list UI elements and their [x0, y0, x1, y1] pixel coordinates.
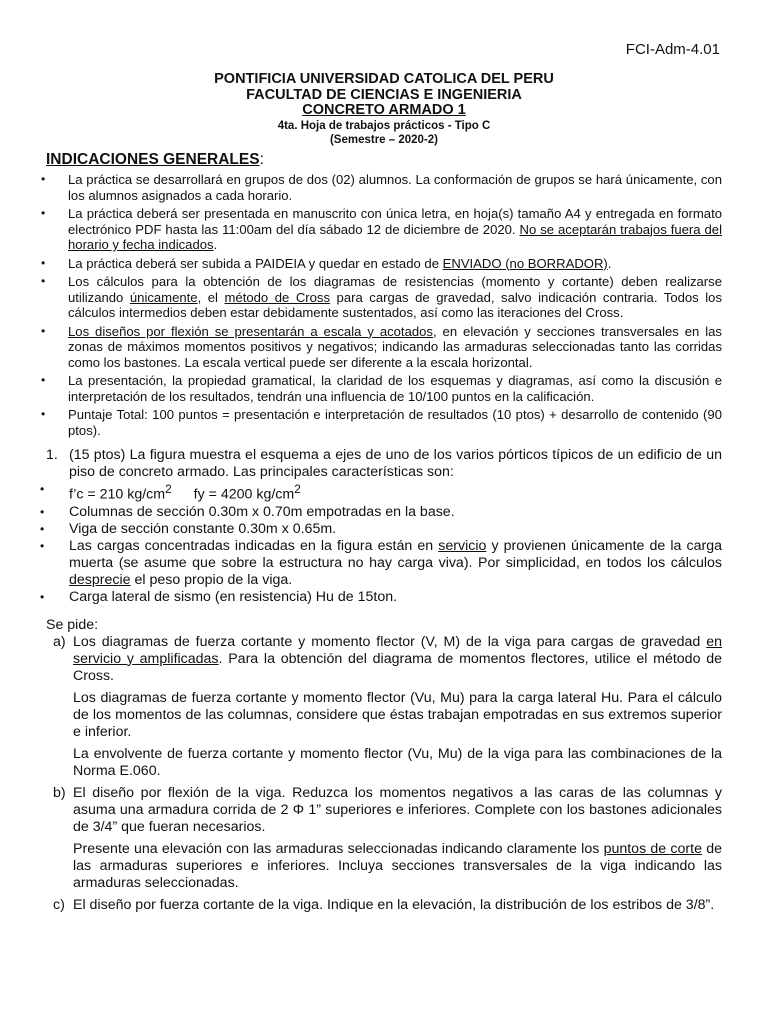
sheet-title: 4ta. Hoja de trabajos prácticos - Tipo C: [277, 119, 491, 132]
list-item: [40, 538, 722, 589]
list-item: [40, 373, 722, 404]
course-name: CONCRETO ARMADO 1: [302, 102, 466, 118]
specs-list: [40, 481, 722, 606]
item-text: Los diagramas de fuerza cortante y momento flector (V, M) de la viga para cargas de gravedad: [73, 633, 707, 650]
general-indications-label: INDICACIONES GENERALES: [46, 151, 260, 168]
list-item: [46, 634, 722, 780]
question-1: [46, 447, 722, 919]
item-text: Presente una elevación con las armaduras seleccionadas indicando claramente los: [73, 840, 604, 857]
document-code: FCI-Adm-4.01: [625, 41, 720, 58]
bullet-underlined-text: ENVIADO (no BORRADOR): [442, 255, 608, 271]
university-name: PONTIFICIA UNIVERSIDAD CATOLICA DEL PERU: [214, 71, 554, 87]
item-paragraph: [73, 841, 722, 892]
fc-exponent: 2: [165, 482, 172, 496]
list-item: [40, 521, 722, 538]
document-header: [0, 72, 768, 147]
item-underlined-text: puntos de corte: [603, 840, 702, 857]
faculty-name: FACULTAD DE CIENCIAS E INGENIERIA: [246, 86, 522, 103]
bullet-text-end: .: [213, 237, 218, 252]
bullet-text: , el: [197, 289, 225, 305]
spec-text: Las cargas concentradas indicadas en la figura están en: [69, 537, 439, 554]
bullet-text: La presentación, la propiedad gramatical, la claridad de los esquemas y diagramas, así como la discusión e interpretación de los resultados, tendrán una influencia de 10/100 puntos en la calificación.: [68, 373, 722, 404]
item-paragraph: El diseño por fuerza cortante de la viga. Indique en la elevación, la distribución de los estribos de 3/8”.: [73, 896, 715, 913]
item-text: . Para la obtención del diagrama de momentos flectores, utilice el método de Cross.: [73, 650, 722, 684]
list-item: [40, 589, 722, 606]
spec-text: el peso propio de la viga.: [130, 571, 293, 588]
concrete-strength: f’c = 210 kg/cm: [69, 486, 166, 503]
bullet-text: Los cálculos para la obtención de los diagramas de resistencias (momento y cortante) deben realizarse utilizando: [68, 274, 722, 305]
list-item: [40, 274, 722, 321]
spec-text: Viga de sección constante 0.30m x 0.65m.: [69, 520, 337, 537]
general-indications-title: [46, 151, 264, 169]
item-paragraph: El diseño por flexión de la viga. Reduzca los momentos negativos a las caras de las columnas y asuma una armadura corrida de 2 Φ 1” superiores e inferiores. Complete con los bastones adicionales de 3/4” que fueran necesarios.: [73, 784, 722, 835]
bullet-underlined-text: Los diseños por flexión se presentarán a escala y acotados: [68, 323, 433, 339]
list-item: [40, 172, 722, 203]
list-item: [40, 324, 722, 371]
spec-text: Carga lateral de sismo (en resistencia) Hu de 15ton.: [69, 588, 398, 605]
list-item: [40, 256, 722, 272]
item-paragraph: [73, 634, 722, 685]
bullet-text-end: .: [607, 255, 612, 271]
requests-list: [46, 634, 722, 914]
item-paragraph: Los diagramas de fuerza cortante y momento flector (Vu, Mu) para la carga lateral Hu. Para el cálculo de los momentos de las columnas, considere que éstas trabajan empotradas en sus extremos superior e inferior.: [73, 689, 722, 740]
spec-underlined-text: desprecie: [69, 571, 131, 588]
bullet-underlined-text: método de Cross: [224, 289, 331, 305]
item-marker: a): [53, 633, 66, 650]
title-colon: :: [259, 151, 264, 168]
item-underlined-text: en servicio y amplificadas: [73, 633, 722, 667]
list-item: [40, 481, 722, 504]
list-item: [40, 407, 722, 438]
question-number: 1.: [46, 447, 58, 463]
item-text: de las armaduras superiores e inferiores. Incluya secciones transversales de la viga indicando las armaduras seleccionadas.: [73, 840, 722, 891]
spec-text: Columnas de sección 0.30m x 0.70m empotradas en la base.: [69, 503, 455, 520]
list-item: [46, 897, 722, 914]
question-intro: [46, 447, 722, 481]
bullet-underlined-text: No se aceptarán trabajos fuera del horario y fecha indicados: [68, 221, 722, 252]
item-marker: b): [53, 784, 66, 801]
spec-text: y provienen únicamente de la carga muerta (se asume que sobre la estructura no hay carga viva). Por simplicidad, en todos los cálculos: [69, 537, 723, 571]
bullet-text: La práctica deberá ser presentada en manuscrito con única letra, en hoja(s) tamaño A4 y entregada en formato electrónico PDF hasta las 11:00am del día sábado 12 de diciembre de 2020.: [68, 206, 722, 237]
general-indications-list: [40, 172, 722, 441]
question-intro-text: (15 ptos) La figura muestra el esquema a ejes de uno de los varios pórticos típicos de un edificio de un piso de concreto armado. Las principales características son:: [69, 447, 722, 480]
fy-exponent: 2: [294, 482, 301, 496]
semester: (Semestre – 2020-2): [329, 133, 439, 146]
bullet-text: , en elevación y secciones transversales en las zonas de máximos momentos positivos y negativos; indicando las armaduras seleccionadas tanto las corridas como los bastones. La escala vertical puede ser diferente a la escala horizontal.: [68, 323, 722, 370]
bullet-text: Puntaje Total: 100 puntos = presentación e interpretación de resultados (10 ptos) + desarrollo de contenido (90 ptos).: [68, 407, 722, 438]
bullet-text: para cargas de gravedad, salvo indicación contraria. Todos los cálculos intermedios deben estar debidamente sustentados, así como las iteraciones del Cross.: [68, 289, 723, 320]
se-pide-label: Se pide:: [46, 616, 99, 633]
item-marker: c): [53, 896, 65, 913]
steel-strength: fy = 4200 kg/cm: [193, 486, 295, 503]
bullet-underlined-text: únicamente: [129, 289, 198, 305]
bullet-text: La práctica se desarrollará en grupos de dos (02) alumnos. La conformación de grupos se hará únicamente, con los alumnos asignados a cada horario.: [68, 172, 722, 203]
bullet-text: La práctica deberá ser subida a PAIDEIA y quedar en estado de: [68, 255, 443, 271]
list-item: [40, 206, 722, 253]
spec-underlined-text: servicio: [438, 537, 487, 554]
item-paragraph: La envolvente de fuerza cortante y momento flector (Vu, Mu) de la viga para las combinaciones de la Norma E.060.: [73, 745, 722, 779]
list-item: [46, 785, 722, 892]
list-item: [40, 504, 722, 521]
